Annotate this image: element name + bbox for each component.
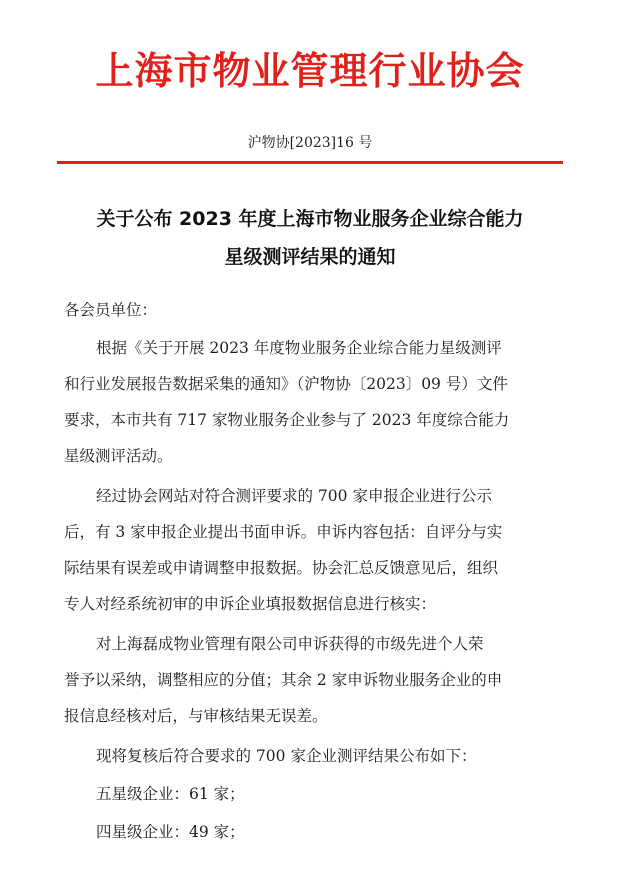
paragraph-line: 报信息经核对后，与审核结果无误差。 [64, 707, 328, 725]
red-divider-line [57, 161, 563, 164]
paragraph-line: 星级测评活动。 [64, 447, 173, 465]
paragraph-3 [64, 626, 564, 734]
notice-title-line-1: 关于公布 2023 年度上海市物业服务企业综合能力 [96, 208, 524, 230]
paragraph-line: 誉予以采纳，调整相应的分值；其余 2 家申诉物业服务企业的申 [64, 671, 503, 689]
paragraph-2 [64, 478, 564, 622]
paragraph-line: 和行业发展报告数据采集的通知》（沪物协〔2023〕09 号）文件 [64, 375, 508, 393]
paragraph-4 [64, 738, 564, 774]
paragraph-1 [64, 330, 564, 474]
paragraph-line: 对上海磊成物业管理有限公司申诉获得的市级先进个人荣 [96, 635, 484, 653]
paragraph-line: 要求，本市共有 717 家物业服务企业参与了 2023 年度综合能力 [64, 411, 510, 429]
paragraph-line: 后，有 3 家申报企业提出书面申诉。申诉内容包括：自评分与实 [64, 523, 503, 541]
paragraph-line: 根据《关于开展 2023 年度物业服务企业综合能力星级测评 [96, 339, 502, 357]
paragraph-line: 现将复核后符合要求的 700 家企业测评结果公布如下： [96, 747, 477, 765]
paragraph-line: 经过协会网站对符合测评要求的 700 家申报企业进行公示 [96, 487, 492, 505]
organization-title: 上海市物业管理行业协会 [95, 48, 525, 93]
five-star-count: 五星级企业：61 家； [96, 785, 245, 803]
paragraph-line: 专人对经系统初审的申诉企业填报数据信息进行核实： [64, 595, 437, 613]
four-star-count: 四星级企业：49 家； [96, 823, 245, 841]
notice-body [64, 292, 564, 850]
notice-title-line-2: 星级测评结果的通知 [224, 246, 396, 268]
document-number: 沪物协[2023]16 号 [247, 135, 373, 151]
paragraph-line: 际结果有误差或申请调整申报数据。协会汇总反馈意见后，组织 [64, 559, 499, 577]
salutation: 各会员单位： [64, 301, 158, 319]
